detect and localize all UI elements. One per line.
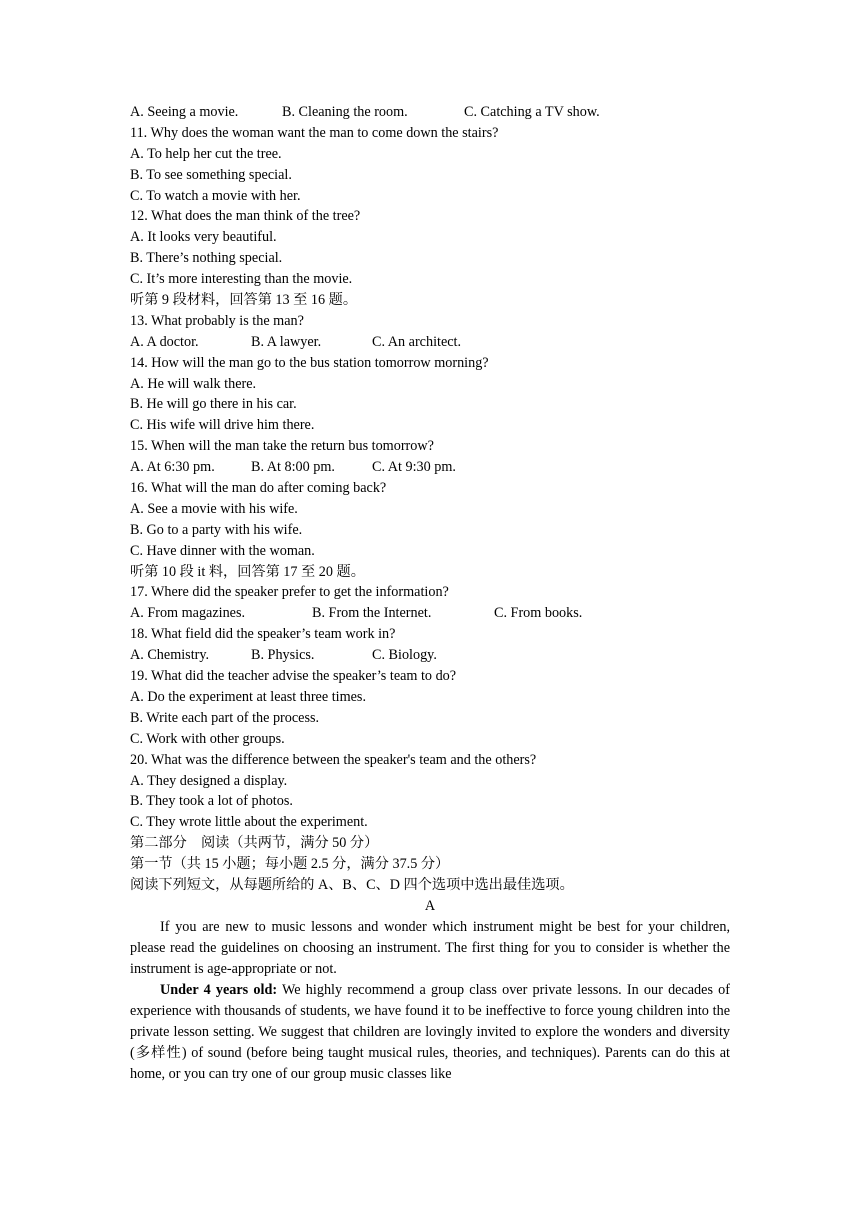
question-17: 17. Where did the speaker prefer to get the information? bbox=[130, 584, 449, 601]
q20-option-a: A. They designed a display. bbox=[130, 772, 288, 789]
age-heading: Under 4 years old: bbox=[160, 982, 278, 999]
option-c: C. From books. bbox=[494, 605, 583, 622]
option-b: B. Physics. bbox=[251, 647, 315, 664]
option-a: A. Seeing a movie. bbox=[130, 104, 239, 120]
q11-option-c: C. To watch a movie with her. bbox=[130, 187, 301, 204]
question-16: 16. What will the man do after coming back? bbox=[130, 480, 387, 497]
passage-paragraph-1: If you are new to music lessons and wonder which instrument might be best for your children, please read the guidelines on choosing an instrument. The first thing for you to consider is whether the instrument is age-appropriate or not. bbox=[130, 918, 730, 977]
q16-option-c: C. Have dinner with the woman. bbox=[130, 542, 315, 559]
section-10-heading: 听第 10 段 it 料，回答第 17 至 20 题。 bbox=[130, 563, 365, 580]
option-a: A. Chemistry. bbox=[130, 647, 210, 664]
q12-option-b: B. There’s nothing special. bbox=[130, 250, 283, 267]
section-9-heading: 听第 9 段材料，回答第 13 至 16 题。 bbox=[130, 292, 358, 309]
option-b: B. From the Internet. bbox=[312, 605, 432, 622]
q17-options bbox=[130, 603, 730, 624]
q14-option-a: A. He will walk there. bbox=[130, 375, 257, 392]
q13-options bbox=[130, 332, 730, 353]
option-c: C. Catching a TV show. bbox=[464, 104, 600, 120]
option-a: A. At 6:30 pm. bbox=[130, 459, 215, 476]
question-11: 11. Why does the woman want the man to come down the stairs? bbox=[130, 124, 499, 141]
q14-option-c: C. His wife will drive him there. bbox=[130, 417, 315, 434]
reading-instruction: 阅读下列短文，从每题所给的 A、B、C、D 四个选项中选出最佳选项。 bbox=[130, 876, 574, 893]
document-content bbox=[130, 102, 730, 1085]
q10-options bbox=[130, 102, 730, 123]
q12-option-c: C. It’s more interesting than the movie. bbox=[130, 271, 353, 288]
q20-option-c: C. They wrote little about the experiment. bbox=[130, 814, 368, 831]
passage-paragraph-2 bbox=[130, 980, 730, 1085]
option-c: C. At 9:30 pm. bbox=[372, 459, 456, 476]
option-a: A. A doctor. bbox=[130, 333, 199, 350]
question-19: 19. What did the teacher advise the speaker’s team to do? bbox=[130, 668, 457, 685]
option-c: C. An architect. bbox=[372, 333, 462, 350]
q20-option-b: B. They took a lot of photos. bbox=[130, 793, 293, 810]
part-2-title: 第二部分 阅读（共两节，满分 50 分） bbox=[130, 835, 379, 852]
q16-option-b: B. Go to a party with his wife. bbox=[130, 521, 303, 538]
option-b: B. At 8:00 pm. bbox=[251, 459, 335, 476]
section-1-title: 第一节（共 15 小题；每小题 2.5 分，满分 37.5 分） bbox=[130, 856, 450, 873]
q15-options bbox=[130, 457, 730, 478]
q19-option-a: A. Do the experiment at least three times. bbox=[130, 688, 366, 705]
question-15: 15. When will the man take the return bus tomorrow? bbox=[130, 438, 434, 455]
q11-option-a: A. To help her cut the tree. bbox=[130, 145, 282, 162]
option-b: B. Cleaning the room. bbox=[282, 104, 408, 120]
q11-option-b: B. To see something special. bbox=[130, 166, 292, 183]
question-12: 12. What does the man think of the tree? bbox=[130, 208, 361, 225]
question-14: 14. How will the man go to the bus station tomorrow morning? bbox=[130, 354, 489, 371]
q19-option-c: C. Work with other groups. bbox=[130, 730, 285, 747]
question-13: 13. What probably is the man? bbox=[130, 312, 304, 329]
option-b: B. A lawyer. bbox=[251, 333, 322, 350]
q19-option-b: B. Write each part of the process. bbox=[130, 709, 320, 726]
passage-label: A bbox=[424, 897, 436, 914]
paragraph-2-body: We highly recommend a group class over private lessons. In our decades of experience with thousands of students, we have found it to be ineffective to force young children into the private lesson setting. We suggest that children are lovingly invited to explore the wonders and diversity (多样性) of sound (before being taught musical rules, theories, and techniques). Parents can do this at home, or you can try one of our group music classes like bbox=[130, 982, 730, 1083]
question-18: 18. What field did the speaker’s team work in? bbox=[130, 626, 396, 643]
option-a: A. From magazines. bbox=[130, 605, 246, 622]
q18-options bbox=[130, 645, 730, 666]
q16-option-a: A. See a movie with his wife. bbox=[130, 500, 298, 517]
q14-option-b: B. He will go there in his car. bbox=[130, 396, 297, 413]
q12-option-a: A. It looks very beautiful. bbox=[130, 229, 277, 246]
option-c: C. Biology. bbox=[372, 647, 437, 664]
question-20: 20. What was the difference between the speaker's team and the others? bbox=[130, 751, 537, 768]
